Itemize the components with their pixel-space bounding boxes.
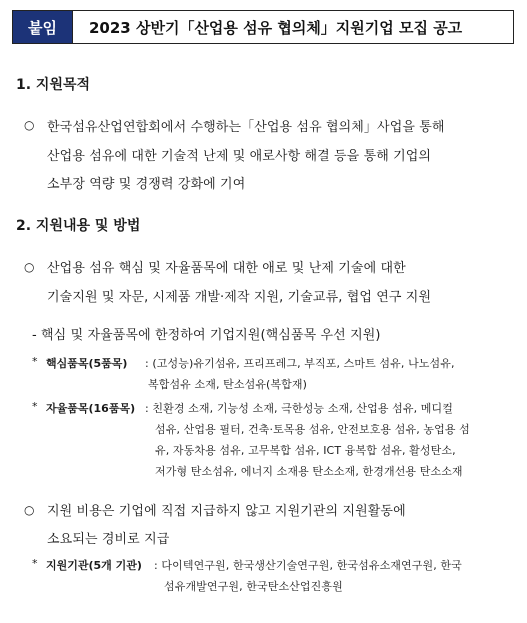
asterisk-icon: * [32, 355, 38, 368]
circle-bullet-icon: ○ [24, 118, 35, 132]
core-items-line-1: : (고성능)유기섬유, 프리프레그, 부직포, 스마트 섬유, 나노섬유, [145, 357, 455, 370]
section1-line-1: 한국섬유산업연합회에서 수행하는「산업용 섬유 협의체」사업을 통해 [47, 120, 445, 135]
free-items-line-1: : 친환경 소재, 기능성 소재, 극한성능 소재, 산업용 섬유, 메디컬 [145, 402, 453, 415]
free-items-label: 자율품목(16품목) [46, 402, 136, 415]
core-items-line-2: 복합섬유 소재, 탄소섬유(복합재) [148, 378, 308, 391]
core-support-note: - 핵심 및 자율품목에 한정하여 기업지원(핵심품목 우선 지원) [32, 328, 381, 343]
section2-item1-line-1: 산업용 섬유 핵심 및 자율품목에 대한 애로 및 난제 기술에 대한 [47, 261, 406, 276]
section1-line-3: 소부장 역량 및 경쟁력 강화에 기여 [47, 177, 246, 192]
asterisk-icon: * [32, 400, 38, 413]
support-org-label: 지원기관(5개 기관) [46, 559, 142, 572]
free-items-line-3: 유, 자동차용 섬유, 고무복합 섬유, ICT 융복합 섬유, 활성탄소, [155, 444, 456, 457]
section2-item2-line-1: 지원 비용은 기업에 직접 지급하지 않고 지원기관의 지원활동에 [47, 504, 406, 519]
support-org-line-1: : 다이텍연구원, 한국생산기술연구원, 한국섬유소재연구원, 한국 [154, 559, 462, 572]
support-org-line-2: 섬유개발연구원, 한국탄소산업진흥원 [164, 580, 343, 593]
attachment-badge: 붙임 [13, 11, 73, 43]
circle-bullet-icon: ○ [24, 503, 35, 517]
notice-header [12, 10, 514, 44]
section2-item2-line-2: 소요되는 경비로 지급 [47, 532, 170, 547]
section1-heading: 1. 지원목적 [16, 77, 91, 93]
section2-item1-line-2: 기술지원 및 자문, 시제품 개발·제작 지원, 기술교류, 협업 연구 지원 [47, 290, 432, 305]
circle-bullet-icon: ○ [24, 260, 35, 274]
section1-line-2: 산업용 섬유에 대한 기술적 난제 및 애로사항 해결 등을 통해 기업의 [47, 149, 432, 164]
core-items-label: 핵심품목(5품목) [46, 357, 128, 370]
free-items-line-4: 저가형 탄소섬유, 에너지 소재용 탄소소재, 한경개선용 탄소소재 [155, 465, 463, 478]
section2-heading: 2. 지원내용 및 방법 [16, 218, 141, 234]
asterisk-icon: * [32, 557, 38, 570]
free-items-line-2: 섬유, 산업용 필터, 건축·토목용 섬유, 안전보호용 섬유, 농업용 섬 [155, 423, 470, 436]
notice-title: 2023 상반기「산업용 섬유 협의체」지원기업 모집 공고 [89, 18, 463, 37]
